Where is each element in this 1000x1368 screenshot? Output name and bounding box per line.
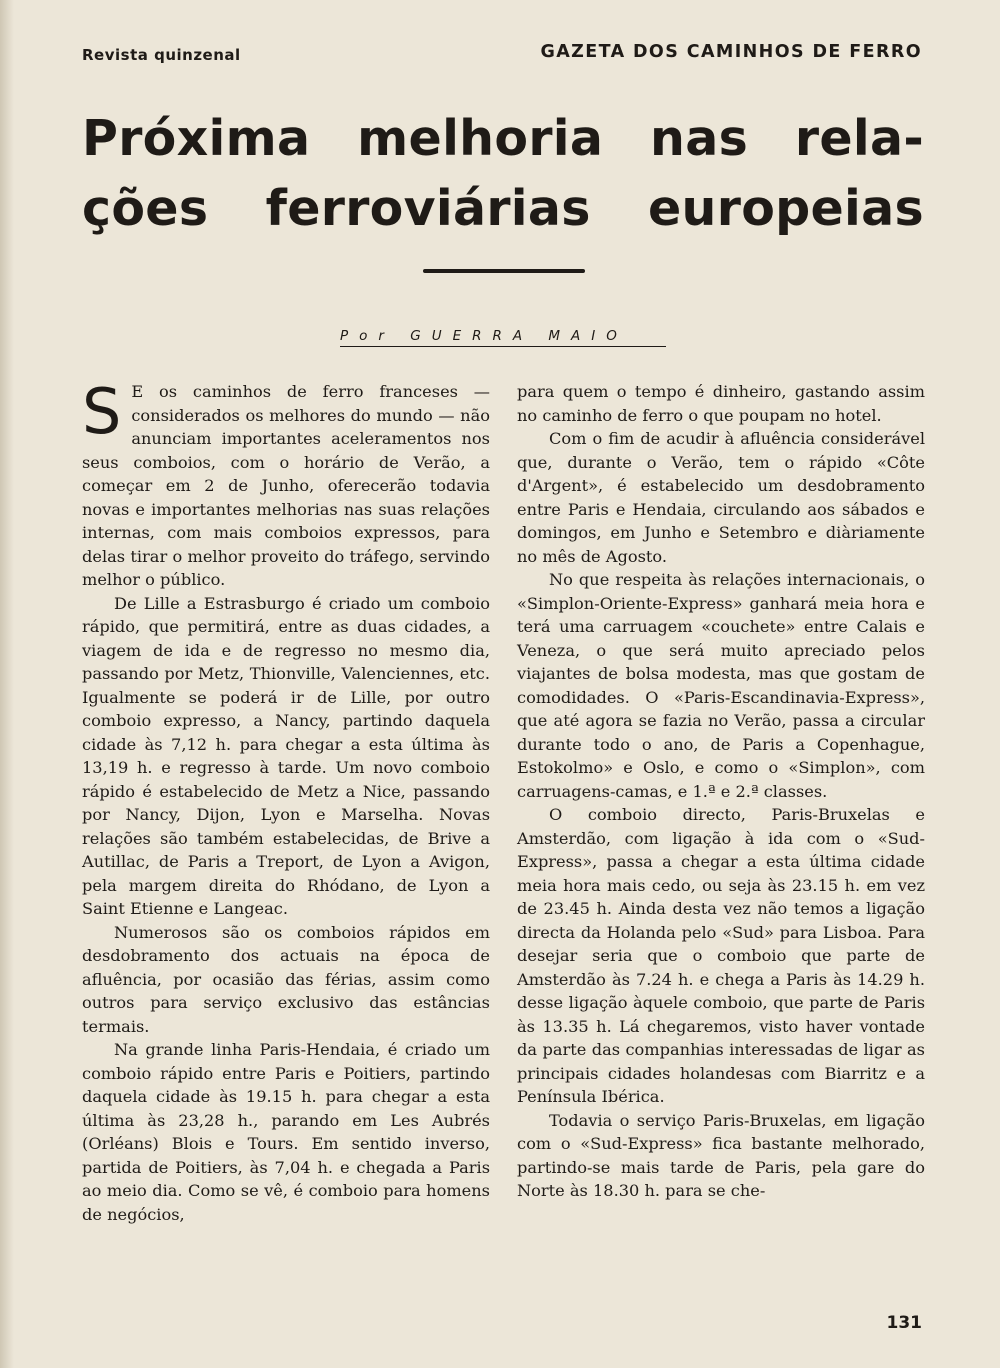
article-title-line-1: Próxima melhoria nas rela-	[82, 110, 924, 167]
article-paragraph: Na grande linha Paris-Hendaia, é criado um comboio rápido entre Paris e Poitiers, partindo daquela cidade às 19.15 h. para chegar a esta última às 23,28 h., parando em Les Aubrés (Orléans) Blois e Tours. Em sentido inverso, partida de Poitiers, às 7,04 h. e chegada a Paris ao meio dia. Como se vê, é comboio para homens de negócios,	[82, 1040, 490, 1224]
byline	[340, 328, 666, 347]
article-paragraph: Numerosos são os comboios rápidos em desdobramento dos actuais na época de afluência, por ocasião das férias, assim como outros para serviço exclusivo das estâncias termais.	[82, 922, 490, 1036]
article-paragraph: Todavia o serviço Paris-Bruxelas, em ligação com o «Sud-Express» fica bastante melhorado, partindo-se mais tarde de Paris, pela gare do Norte às 18.30 h. para se che-	[517, 1110, 925, 1200]
article-paragraph: No que respeita às relações internacionais, o «Simplon-Oriente-Express» ganhará meia hora e terá uma carruagem «couchete» entre Calais e Veneza, o que será muito apreciado pelos viajantes de bolsa modesta, mas que gostam de comodidades. O «Paris-Escandinavia-Express», que até agora se fazia no Verão, passa a circular durante todo o ano, de Paris a Copenhague, Estokolmo» e Oslo, e como o «Simplon», com carruagens-camas, e 1.ª e 2.ª classes.	[517, 570, 925, 801]
article-paragraph	[82, 375, 490, 592]
article-column-right	[517, 380, 925, 1203]
article-paragraph: De Lille a Estrasburgo é criado um comboio rápido, que permitirá, entre as duas cidades, a viagem de ida e de regresso no mesmo dia, passando por Metz, Thionville, Valenciennes, etc. Igualmente se poderá ir de Lille, por outro comboio expresso, a Nancy, partindo daquela cidade às 7,12 h. para chegar a esta última às 13,19 h. e regresso à tarde. Um novo comboio rápido é estabelecido de Metz a Nice, passando por Nancy, Dijon, Lyon e Marselha. Novas relações são também estabelecidas, de Brive a Autillac, de Paris a Treport, de Lyon a Avigon, pela margem direita do Rhódano, de Lyon a Saint Etienne e Langeac.	[82, 593, 490, 918]
journal-name: GAZETA DOS CAMINHOS DE FERRO	[540, 42, 922, 62]
paragraph-text: E os caminhos de ferro franceses — considerados os melhores do mundo — não anunciam importantes aceleramentos nos seus comboios, com o horário de Verão, a começar em 2 de Junho, oferecerão todavia novas e importantes melhorias nas suas relações internas, com mais comboios expressos, para delas tirar o melhor proveito do tráfego, servindo melhor o público.	[82, 382, 490, 589]
byline-text: Por GUERRA MAIO	[340, 328, 628, 344]
drop-cap: S	[82, 375, 122, 448]
article-column-left	[82, 375, 490, 1226]
article-paragraph: O comboio directo, Paris-Bruxelas e Amsterdão, com ligação à ida com o «Sud-Express», passa a chegar a esta última cidade meia hora mais cedo, ou seja às 23.15 h. em vez de 23.45 h. Ainda desta vez não temos a ligação directa da Holanda pelo «Sud» para Lisboa. Para desejar seria que o comboio que parte de Amsterdão às 7.24 h. e chega a Paris às 14.29 h. desse ligação àquele comboio, que parte de Paris às 13.35 h. Lá chegaremos, visto haver vontade da parte das companhias interessadas de ligar as principais cidades holandesas com Biarritz e a Península Ibérica.	[517, 805, 925, 1106]
publication-frequency: Revista quinzenal	[82, 46, 241, 64]
article-paragraph: para quem o tempo é dinheiro, gastando assim no caminho de ferro o que poupam no hotel.	[517, 382, 925, 425]
page-edge	[0, 0, 14, 1368]
title-divider	[423, 269, 585, 273]
article-title	[82, 104, 924, 244]
article-title-line-2: ções ferroviárias europeias	[82, 180, 924, 237]
page-number: 131	[886, 1313, 922, 1333]
article-paragraph: Com o fim de acudir à afluência considerável que, durante o Verão, tem o rápido «Côte d'Argent», é estabelecido um desdobramento entre Paris e Hendaia, circulando aos sábados e domingos, em Junho e Setembro e diàriamente no mês de Agosto.	[517, 429, 925, 566]
